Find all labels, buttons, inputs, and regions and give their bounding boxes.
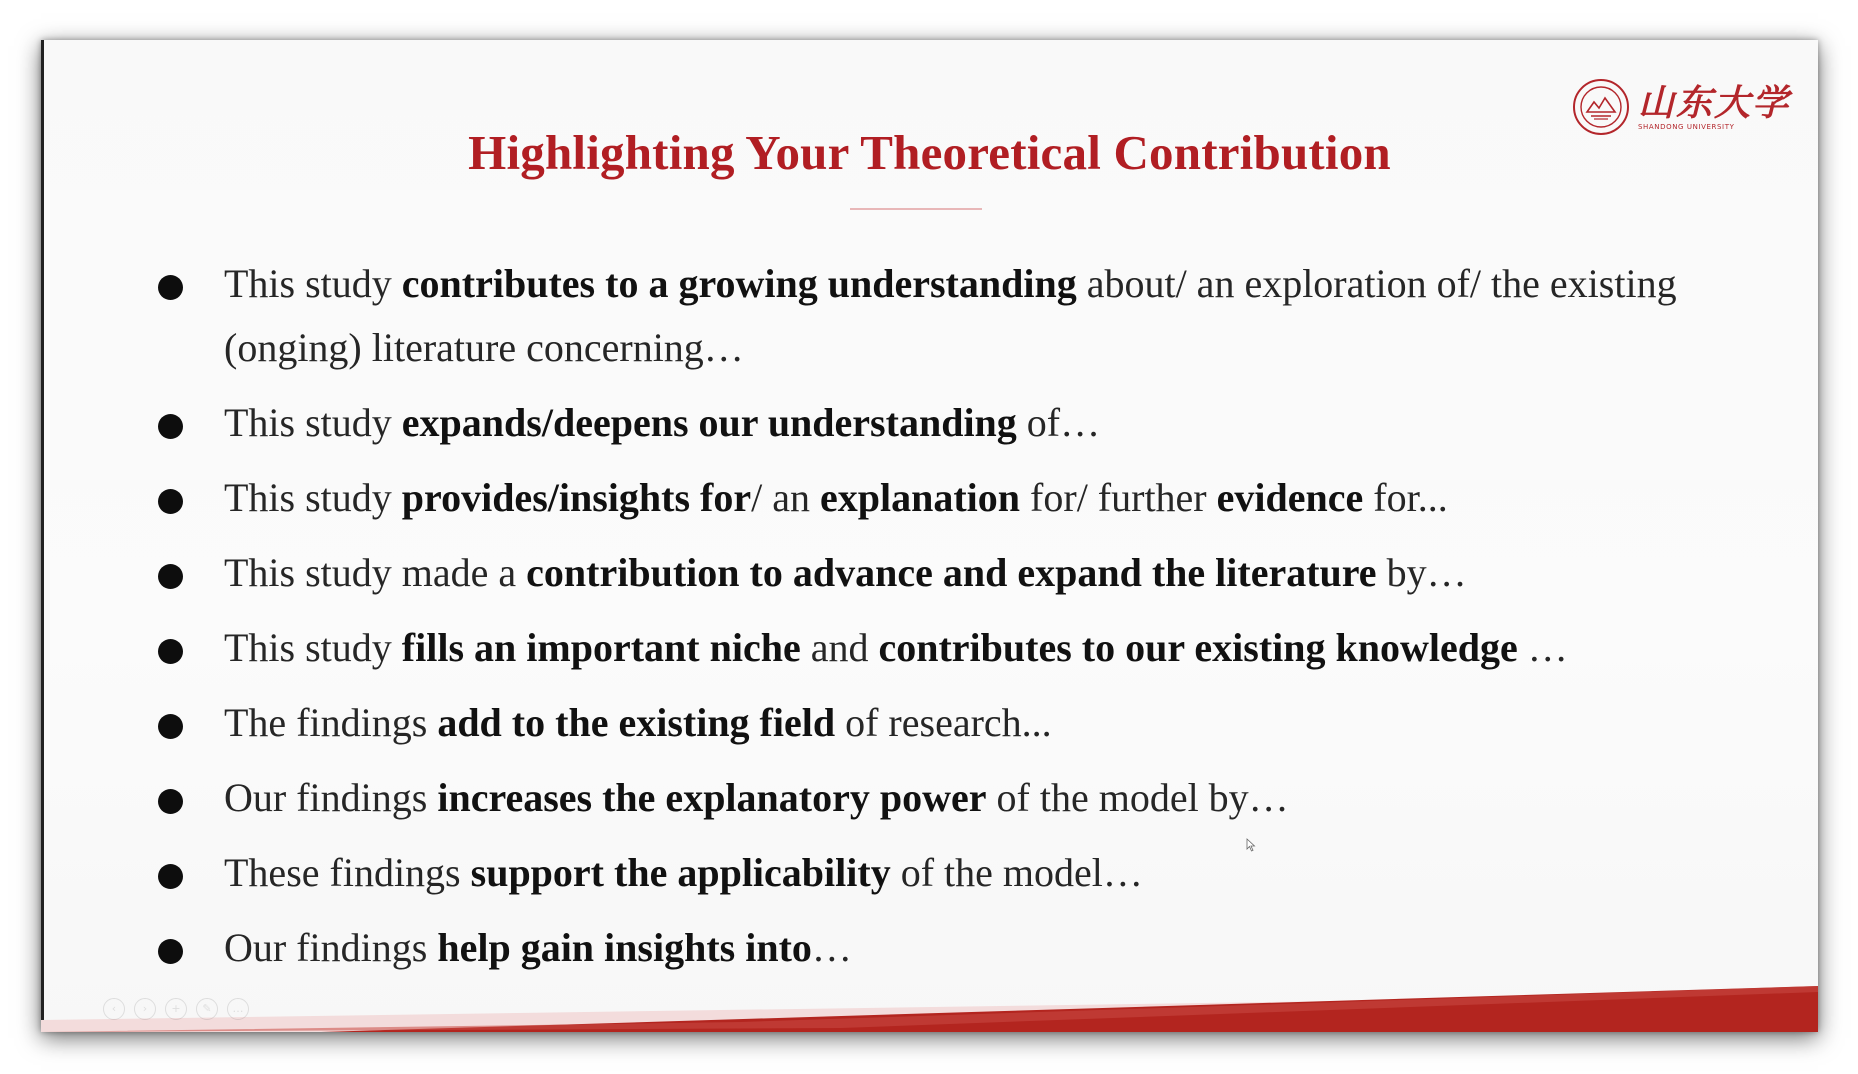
bullet-bold-phrase: expands/deepens our understanding bbox=[401, 400, 1017, 445]
bullet-text: and bbox=[800, 625, 879, 670]
bullet-text: This study made a bbox=[224, 550, 527, 595]
bullet-bold-phrase: add to the existing field bbox=[437, 700, 836, 745]
bullet-bold-phrase: contribution to advance and expand the literature bbox=[526, 550, 1377, 595]
bullet-dot-icon bbox=[158, 639, 183, 664]
bullet-item bbox=[158, 391, 1768, 455]
bullet-bold-phrase: help gain insights into bbox=[437, 925, 812, 970]
logo-english-name: SHANDONG UNIVERSITY bbox=[1637, 122, 1735, 131]
more-icon[interactable]: … bbox=[227, 998, 249, 1020]
bullet-dot-icon bbox=[158, 489, 183, 514]
forward-icon[interactable]: › bbox=[134, 998, 156, 1020]
bullet-text: for/ further bbox=[1020, 475, 1217, 520]
bullet-text: These findings bbox=[224, 850, 471, 895]
bullet-bold-phrase: contributes to a growing understanding bbox=[401, 261, 1077, 306]
bullet-text: This study bbox=[224, 625, 402, 670]
bullet-text: / an bbox=[751, 475, 820, 520]
bullet-item bbox=[158, 616, 1768, 680]
bullet-item bbox=[158, 691, 1768, 755]
bullet-text: about/ an exploration of/ the existing (onging) literature concerning… bbox=[224, 261, 1677, 370]
bullet-text: of… bbox=[1016, 400, 1101, 445]
bullet-bold-phrase: increases the explanatory power bbox=[437, 775, 987, 820]
bullet-dot-icon bbox=[158, 789, 183, 814]
bullet-bold-phrase: fills an important niche bbox=[401, 625, 801, 670]
bullet-text: Our findings bbox=[224, 925, 438, 970]
bullet-bold-phrase: provides/insights for bbox=[401, 475, 752, 520]
bullet-item bbox=[158, 466, 1768, 530]
bullet-text: of the model… bbox=[890, 850, 1143, 895]
bullet-text: This study bbox=[224, 400, 402, 445]
bullet-bold-phrase: evidence bbox=[1216, 475, 1364, 520]
bullet-dot-icon bbox=[158, 564, 183, 589]
bullet-dot-icon bbox=[158, 714, 183, 739]
bullet-text: Our findings bbox=[224, 775, 438, 820]
bullet-text: This study bbox=[224, 475, 402, 520]
title-divider bbox=[850, 208, 982, 210]
bullet-text: by… bbox=[1376, 550, 1467, 595]
bullet-list bbox=[158, 252, 1768, 991]
bullet-dot-icon bbox=[158, 275, 183, 300]
logo-calligraphy: 山东大学 bbox=[1637, 81, 1790, 124]
bullet-dot-icon bbox=[158, 414, 183, 439]
bullet-text: of the model by… bbox=[986, 775, 1289, 820]
presentation-slide bbox=[41, 40, 1818, 1032]
back-icon[interactable]: ‹ bbox=[103, 998, 125, 1020]
bullet-text: … bbox=[1517, 625, 1568, 670]
bullet-item bbox=[158, 841, 1768, 905]
bullet-text: This study bbox=[224, 261, 402, 306]
presentation-controls bbox=[103, 998, 249, 1020]
bullet-text: … bbox=[811, 925, 852, 970]
bullet-item bbox=[158, 766, 1768, 830]
bullet-dot-icon bbox=[158, 939, 183, 964]
bullet-item bbox=[158, 916, 1768, 980]
bullet-text: of research... bbox=[835, 700, 1052, 745]
zoom-icon[interactable]: + bbox=[165, 998, 187, 1020]
bullet-dot-icon bbox=[158, 864, 183, 889]
bullet-text: The findings bbox=[224, 700, 438, 745]
bullet-text: for... bbox=[1363, 475, 1448, 520]
slide-border bbox=[41, 40, 44, 1032]
footer-red-band bbox=[41, 972, 1818, 1032]
mouse-cursor-icon bbox=[1246, 838, 1256, 852]
bullet-bold-phrase: support the applicability bbox=[470, 850, 891, 895]
bullet-item bbox=[158, 541, 1768, 605]
pen-icon[interactable]: ✎ bbox=[196, 998, 218, 1020]
slide-title: Highlighting Your Theoretical Contribution bbox=[468, 125, 1391, 180]
bullet-bold-phrase: explanation bbox=[820, 475, 1021, 520]
bullet-bold-phrase: contributes to our existing knowledge bbox=[878, 625, 1518, 670]
bullet-item bbox=[158, 252, 1768, 380]
